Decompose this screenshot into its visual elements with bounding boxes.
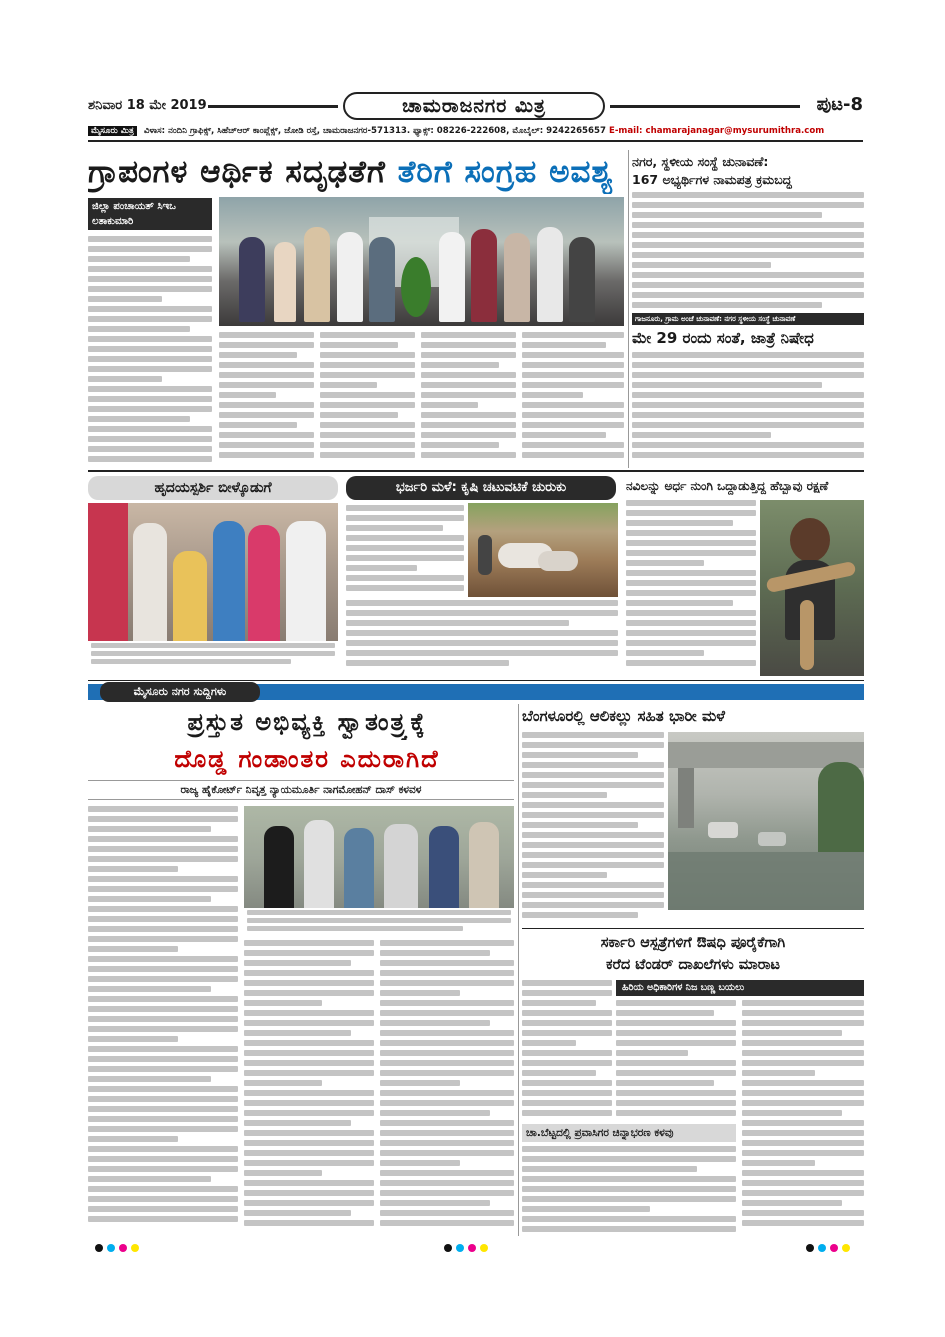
contact-email: E-mail: chamarajanagar@mysurumithra.com <box>608 126 825 136</box>
tender-column-2 <box>616 1000 736 1120</box>
lead-column-5 <box>522 332 624 466</box>
tender-headline-2: ಕರೆದ ಟೆಂಡರ್ ದಾಖಲೆಗಳು ಮಾರಾಟ <box>606 957 780 973</box>
freedom-deck: ರಾಜ್ಯ ಹೈಕೋರ್ಟ್ ನಿವೃತ್ತ ನ್ಯಾಯಮೂರ್ತಿ ನಾಗಮೋಹನ್ ದಾಸ್ ಕಳವಳ <box>88 780 514 800</box>
row-divider-2 <box>88 680 864 681</box>
masthead-rule-left <box>208 105 338 108</box>
issue-date: ಶನಿವಾರ 18 ಮೇ 2019 <box>88 98 207 113</box>
lead-column-3 <box>320 332 415 466</box>
bengaluru-photo <box>668 732 864 910</box>
page-number: ಪುಟ-8 <box>816 94 863 115</box>
theft-body <box>522 1146 736 1234</box>
farewell-headline: ಹೃದಯಸ್ಪರ್ಶಿ ಬೀಳ್ಕೊಡುಗೆ <box>88 476 338 500</box>
farewell-photo <box>88 503 338 675</box>
registration-mark-magenta <box>119 1244 127 1252</box>
freedom-headline-1: ಪ್ರಸ್ತುತ ಅಭಿವ್ಯಕ್ತಿ ಸ್ವಾತಂತ್ರ್ಯಕ್ಕೆ <box>187 708 427 736</box>
section-label: ಮೈಸೂರು ನಗರ ಸುದ್ದಿಗಳು <box>100 682 260 702</box>
rain-body-2 <box>346 600 618 676</box>
freedom-caption <box>244 908 514 936</box>
election-headline-1: ನಗರ, ಸ್ಥಳೀಯ ಸಂಸ್ಥೆ ಚುನಾವಣೆ: <box>632 154 769 169</box>
lead-column-1 <box>88 236 212 466</box>
contact-bar <box>88 126 863 142</box>
rain-headline: ಭರ್ಜರಿ ಮಳೆ: ಕೃಷಿ ಚಟುವಟಿಕೆ ಚುರುಕು <box>346 476 616 500</box>
registration-mark-yellow-center <box>480 1244 488 1252</box>
lead-kicker: ಜಿಲ್ಲಾ ಪಂಚಾಯತ್ ಸಿಇಒ ಲತಾಕುಮಾರಿ <box>88 198 212 230</box>
row-divider-3 <box>522 928 864 929</box>
bengaluru-body <box>522 732 664 924</box>
masthead-rule-right <box>610 105 800 108</box>
registration-mark-cyan-center <box>456 1244 464 1252</box>
lead-photo <box>219 197 624 326</box>
registration-mark-magenta-right <box>830 1244 838 1252</box>
tender-column-3 <box>742 1000 864 1234</box>
registration-mark-magenta-center <box>468 1244 476 1252</box>
election-body <box>632 192 864 310</box>
masthead <box>88 92 863 122</box>
newspaper-brand: ಚಾಮರಾಜನಗರ ಮಿತ್ರ <box>343 92 605 120</box>
registration-mark-cyan <box>107 1244 115 1252</box>
freedom-photo <box>244 806 514 936</box>
registration-mark-yellow <box>131 1244 139 1252</box>
registration-mark-black-right <box>806 1244 814 1252</box>
freedom-column-1 <box>88 806 238 1234</box>
tender-headline-1: ಸರ್ಕಾರಿ ಆಸ್ಪತ್ರೆಗಳಿಗೆ ಔಷಧಿ ಪೂರೈಕೆಗಾಗಿ <box>600 935 786 951</box>
contact-address: ವಿಳಾಸ: ನಂದಿನಿ ಗ್ರಾಫಿಕ್ಸ್, ಸಿಹೆಚ್‌ಆರ್ ಕಾಂಪ್ಲೆಕ್ಸ್, ಜೋಡಿ ರಸ್ತೆ, ಚಾಮರಾಜನಗರ-571313. ಫ್ಯಾಕ್ಸ್: 08226-222608, ಮೊಬೈಲ್: 9242265657 <box>143 126 606 136</box>
snake-body <box>626 500 756 676</box>
shandy-body <box>632 352 864 466</box>
shandy-kicker: ಗಾಜನೂರು, ಗ್ರಾಮ ಅಂಚೆ ಚುನಾವಣೆ: ನಗರ ಸ್ಥಳೀಯ ಸಂಸ್ಥೆ ಚುನಾವಣೆ <box>632 313 864 325</box>
lead-headline-part-1: ಗ್ರಾಪಂಗಳ ಆರ್ಥಿಕ ಸದೃಢತೆಗೆ <box>88 154 398 190</box>
freedom-column-3 <box>380 940 514 1234</box>
row-divider-1 <box>88 470 864 472</box>
theft-headline: ಚಾ.ಬೆಟ್ಟದಲ್ಲಿ ಪ್ರವಾಸಿಗರ ಚಿನ್ನಾಭರಣ ಕಳವು <box>522 1124 736 1142</box>
bengaluru-headline: ಬೆಂಗಳೂರಲ್ಲಿ ಆಲಿಕಲ್ಲು ಸಹಿತ ಭಾರೀ ಮಳೆ <box>522 707 725 725</box>
registration-mark-yellow-right <box>842 1244 850 1252</box>
farewell-caption <box>88 641 338 675</box>
tender-kicker: ಹಿರಿಯ ಅಧಿಕಾರಿಗಳ ನಿಜ ಬಣ್ಣ ಬಯಲು <box>616 980 864 996</box>
sister-brand: ಮೈಸೂರು ಮಿತ್ರ <box>88 126 137 136</box>
registration-mark-black <box>95 1244 103 1252</box>
freedom-headline-2: ದೊಡ್ಡ ಗಂಡಾಂತರ ಎದುರಾಗಿದೆ <box>174 745 440 773</box>
snake-headline: ನವಿಲನ್ನು ಅರ್ಧ ನುಂಗಿ ಒದ್ದಾಡುತ್ತಿದ್ದ ಹೆಬ್ಬಾವು ರಕ್ಷಣೆ <box>626 479 829 493</box>
lead-headline <box>88 150 623 194</box>
column-divider-lower <box>518 704 519 1236</box>
election-headline-2: 167 ಅಭ್ಯರ್ಥಿಗಳ ನಾಮಪತ್ರ ಕ್ರಮಬದ್ಧ <box>632 172 792 187</box>
column-divider <box>628 150 629 468</box>
freedom-column-2 <box>244 940 374 1234</box>
registration-mark-black-center <box>444 1244 452 1252</box>
rain-photo <box>468 503 618 597</box>
rain-body-1 <box>346 505 464 595</box>
lead-column-4 <box>421 332 516 466</box>
registration-mark-cyan-right <box>818 1244 826 1252</box>
shandy-headline: ಮೇ 29 ರಂದು ಸಂತೆ, ಜಾತ್ರೆ ನಿಷೇಧ <box>632 329 814 347</box>
lead-headline-part-2: ತೆರಿಗೆ ಸಂಗ್ರಹ ಅವಶ್ಯ <box>397 154 614 190</box>
snake-photo <box>760 500 864 676</box>
lead-column-2 <box>219 332 314 466</box>
tender-column-1 <box>522 980 612 1120</box>
